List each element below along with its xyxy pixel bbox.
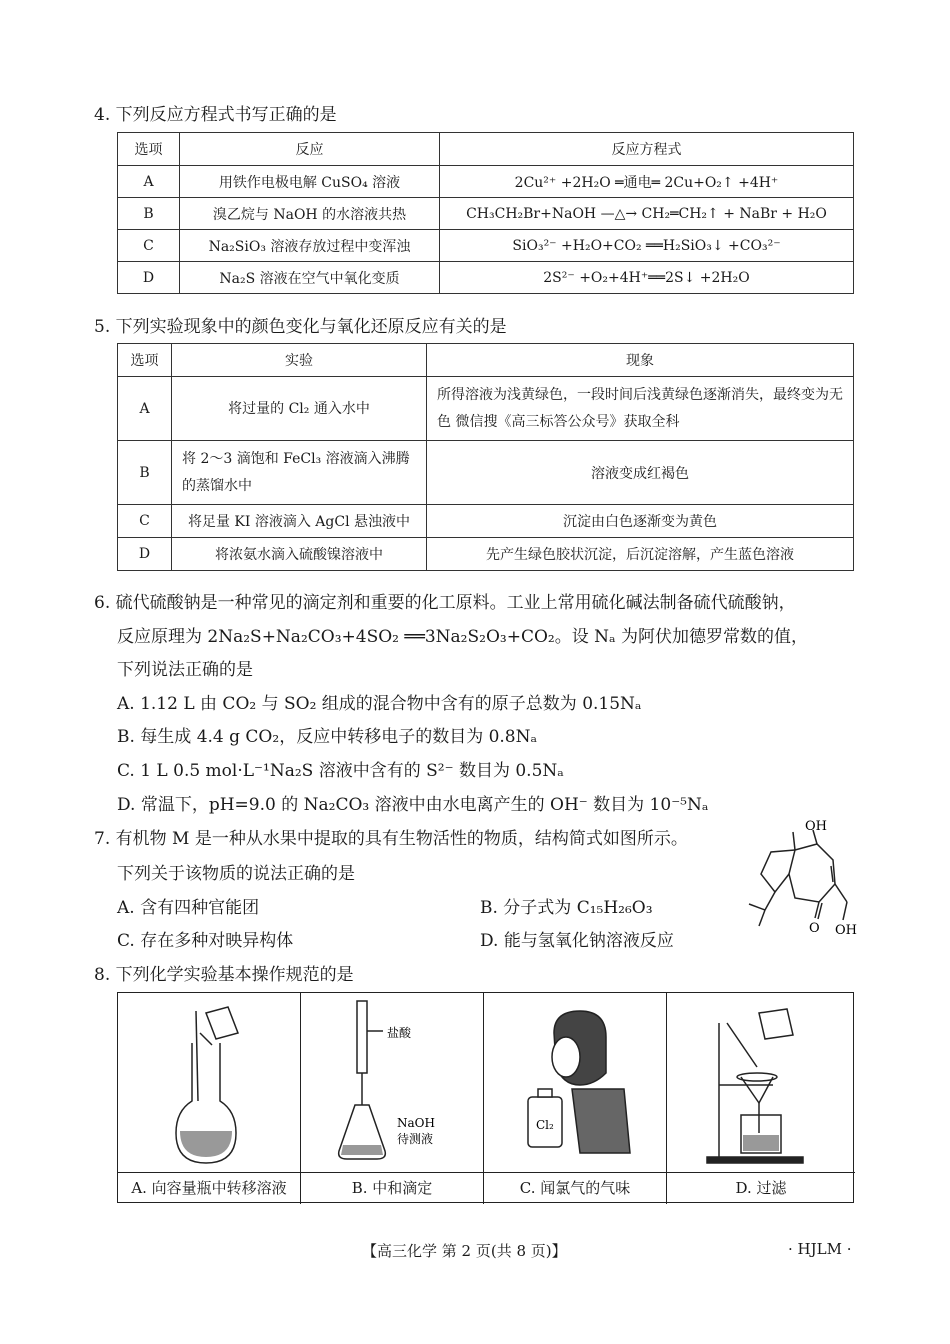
q7-option-d: D. 能与氢氧化钠溶液反应 — [480, 931, 674, 951]
q5-header-experiment: 实验 — [172, 344, 427, 377]
q6-stem-line3: 下列说法正确的是 — [117, 660, 253, 680]
table-row — [118, 377, 854, 441]
caption-b: B. 中和滴定 — [301, 1172, 483, 1204]
table-row — [118, 538, 854, 571]
q4-header-option: 选项 — [118, 133, 180, 166]
q4-option: D — [118, 262, 180, 294]
q6-option-a: A. 1.12 L 由 CO₂ 与 SO₂ 组成的混合物中含有的原子总数为 0.15Nₐ — [117, 694, 642, 714]
q4-table — [117, 132, 854, 294]
q7-option-b: B. 分子式为 C₁₅H₂₆O₃ — [480, 898, 653, 918]
q4-title: 4. 下列反应方程式书写正确的是 — [94, 105, 337, 125]
q7-stem-line1: 7. 有机物 M 是一种从水果中提取的具有生物活性的物质，结构简式如图所示。 — [94, 829, 688, 849]
ketone-o-label: O — [809, 921, 820, 936]
filtration-icon — [667, 993, 855, 1172]
figure-titration — [301, 993, 484, 1204]
q8-title: 8. 下列化学实验基本操作规范的是 — [94, 965, 354, 985]
q4-equation: 2Cu²⁺ +2H₂O ═通电═ 2Cu+O₂↑ +4H⁺ — [440, 166, 854, 198]
caption-d: D. 过滤 — [667, 1172, 855, 1204]
q7-stem-line2: 下列关于该物质的说法正确的是 — [117, 864, 355, 884]
q4-reaction: 溴乙烷与 NaOH 的水溶液共热 — [180, 198, 440, 230]
q6-option-b: B. 每生成 4.4 g CO₂，反应中转移电子的数目为 0.8Nₐ — [117, 727, 538, 747]
test-solution-label: 待测液 — [397, 1132, 434, 1146]
table-row — [118, 441, 854, 505]
q5-option: C — [118, 505, 172, 538]
figure-filtration — [667, 993, 855, 1204]
q5-observation: 沉淀由白色逐渐变为黄色 — [427, 505, 854, 538]
q4-option: A — [118, 166, 180, 198]
q5-experiment: 将 2～3 滴饱和 FeCl₃ 溶液滴入沸腾的蒸馏水中 — [172, 441, 427, 505]
q5-option: A — [118, 377, 172, 441]
q6-option-c: C. 1 L 0.5 mol·L⁻¹Na₂S 溶液中含有的 S²⁻ 数目为 0.5Nₐ — [117, 761, 564, 781]
naoh-label: NaOH — [397, 1116, 435, 1130]
table-row — [118, 230, 854, 262]
q5-title: 5. 下列实验现象中的颜色变化与氧化还原反应有关的是 — [94, 317, 507, 337]
q4-option: C — [118, 230, 180, 262]
q6-stem-line1: 6. 硫代硫酸钠是一种常见的滴定剂和重要的化工原料。工业上常用硫化碱法制备硫代硫酸钠， — [94, 593, 796, 613]
oh-top-label: OH — [805, 819, 827, 834]
q5-observation: 溶液变成红褐色 — [427, 441, 854, 505]
q4-option: B — [118, 198, 180, 230]
q5-observation: 所得溶液为浅黄绿色，一段时间后浅黄绿色逐渐消失，最终变为无色 微信搜《高三标答公众号》获取全科 — [427, 377, 854, 441]
q4-header-reaction: 反应 — [180, 133, 440, 166]
q5-header-option: 选项 — [118, 344, 172, 377]
figure-smell-chlorine — [484, 993, 667, 1204]
footer-code: · HJLM · — [788, 1240, 852, 1258]
q5-experiment: 将浓氨水滴入硫酸镍溶液中 — [172, 538, 427, 571]
volumetric-flask-icon — [118, 993, 301, 1172]
cl2-label: Cl₂ — [536, 1118, 554, 1132]
q4-equation: SiO₃²⁻ +H₂O+CO₂ ══H₂SiO₃↓ +CO₃²⁻ — [440, 230, 854, 262]
q4-reaction: 用铁作电极电解 CuSO₄ 溶液 — [180, 166, 440, 198]
q7-option-c: C. 存在多种对映异构体 — [117, 931, 294, 951]
hcl-label: 盐酸 — [387, 1026, 412, 1040]
q7-option-a: A. 含有四种官能团 — [117, 898, 260, 918]
molecule-structure — [735, 818, 865, 938]
q5-table — [117, 343, 854, 571]
table-row — [118, 198, 854, 230]
table-row — [118, 166, 854, 198]
person-smelling-icon — [484, 993, 667, 1172]
q5-option: B — [118, 441, 172, 505]
q4-reaction: Na₂SiO₃ 溶液存放过程中变浑浊 — [180, 230, 440, 262]
q5-experiment: 将足量 KI 溶液滴入 AgCl 悬浊液中 — [172, 505, 427, 538]
q6-option-d: D. 常温下，pH=9.0 的 Na₂CO₃ 溶液中由水电离产生的 OH⁻ 数目为 10⁻⁵Nₐ — [117, 795, 709, 815]
q5-option: D — [118, 538, 172, 571]
q8-figure-panel — [117, 992, 854, 1203]
q4-equation: 2S²⁻ +O₂+4H⁺══2S↓ +2H₂O — [440, 262, 854, 294]
q5-header-observation: 现象 — [427, 344, 854, 377]
caption-c: C. 闻氯气的气味 — [484, 1172, 666, 1204]
page-footer: 【高三化学 第 2 页(共 8 页)】 — [362, 1242, 567, 1260]
q5-observation: 先产生绿色胶状沉淀，后沉淀溶解，产生蓝色溶液 — [427, 538, 854, 571]
q4-reaction: Na₂S 溶液在空气中氧化变质 — [180, 262, 440, 294]
caption-a: A. 向容量瓶中转移溶液 — [118, 1172, 300, 1204]
titration-icon — [301, 993, 484, 1172]
table-row — [118, 262, 854, 294]
q5-experiment: 将过量的 Cl₂ 通入水中 — [172, 377, 427, 441]
figure-volumetric-flask — [118, 993, 301, 1204]
oh-bottom-label: OH — [835, 923, 857, 938]
q6-stem-line2: 反应原理为 2Na₂S+Na₂CO₃+4SO₂ ══3Na₂S₂O₃+CO₂。设 Nₐ 为阿伏加德罗常数的值， — [117, 627, 808, 647]
table-row — [118, 505, 854, 538]
q4-header-equation: 反应方程式 — [440, 133, 854, 166]
q4-equation: CH₃CH₂Br+NaOH —△→ CH₂═CH₂↑ + NaBr + H₂O — [440, 198, 854, 230]
